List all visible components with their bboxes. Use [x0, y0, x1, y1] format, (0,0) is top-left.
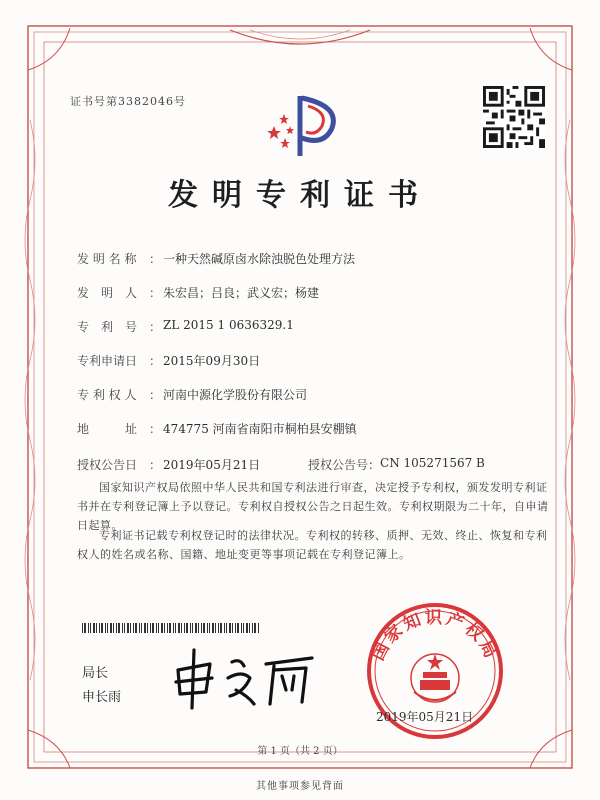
field-value: 一种天然碱原卤水除浊脱色处理方法 — [163, 252, 356, 266]
back-note: 其他事项参见背面 — [256, 781, 344, 792]
barcode-icon — [82, 623, 262, 633]
director-block — [82, 662, 121, 710]
field-label: 发 明 人 — [77, 286, 138, 300]
field-invention-name: 发 明 名 称 ： 一种天然碱原卤水除浊脱色处理方法 — [77, 252, 356, 266]
field-label: 专利申请日 — [77, 354, 138, 368]
page-title: 发明专利证书 — [168, 178, 432, 213]
field-label: 地 址 — [77, 422, 138, 436]
field-value: 朱宏昌；吕良；武义宏；杨建 — [163, 286, 320, 300]
field-label: 授权公告日 — [77, 458, 138, 472]
page-number: 第 1 页（共 2 页） — [257, 746, 343, 757]
field-label: 授权公告号 — [308, 458, 369, 472]
field-grant-number: 授权公告号 ： CN 105271567 B — [308, 456, 485, 472]
field-value: 2015年09月30日 — [163, 354, 261, 368]
seal-text: 国家知识产权局 — [368, 607, 502, 664]
statement-paragraph-1: 国家知识产权局依照中华人民共和国专利法进行审查，决定授予专利权，颁发发明专利证书并在专利登记簿上予以登记。专利权自授权公告之日起生效。专利权期限为二十年，自申请日起算。 — [77, 481, 549, 532]
field-label: 专 利 权 人 — [77, 388, 137, 402]
field-value: ZL 2015 1 0636329.1 — [163, 318, 294, 332]
field-patent-number: 专 利 号 ： ZL 2015 1 0636329.1 — [77, 318, 294, 334]
certificate-number: 证书号第3382046号 — [70, 95, 186, 108]
cnipa-logo-icon — [260, 86, 350, 166]
qr-code-icon — [483, 86, 545, 148]
field-grant-date: 授权公告日 ： 2019年05月21日 — [77, 458, 261, 472]
field-filing-date: 专利申请日 ： 2015年09月30日 — [77, 354, 261, 368]
field-patentee: 专 利 权 人 ： 河南中源化学股份有限公司 — [77, 388, 308, 402]
field-value: CN 105271567 B — [380, 456, 485, 470]
field-inventors: 发 明 人 ： 朱宏昌；吕良；武义宏；杨建 — [77, 286, 320, 300]
director-signature — [170, 640, 320, 710]
field-label: 专 利 号 — [77, 320, 138, 334]
field-value: 2019年05月21日 — [163, 458, 261, 472]
statement-paragraph-2: 专利证书记载专利权登记时的法律状况。专利权的转移、质押、无效、终止、恢复和专利权人的姓名或名称、国籍、地址变更等事项记载在专利登记簿上。 — [77, 529, 548, 561]
field-value: 474775 河南省南阳市桐柏县安棚镇 — [163, 422, 357, 436]
field-value: 河南中源化学股份有限公司 — [163, 388, 308, 402]
director-name: 申长雨 — [82, 690, 122, 705]
director-title: 局长 — [82, 666, 109, 681]
field-label: 发 明 名 称 — [77, 252, 137, 266]
seal-date: 2019年05月21日 — [376, 710, 474, 724]
field-address: 地 址 ： 474775 河南省南阳市桐柏县安棚镇 — [77, 422, 357, 436]
